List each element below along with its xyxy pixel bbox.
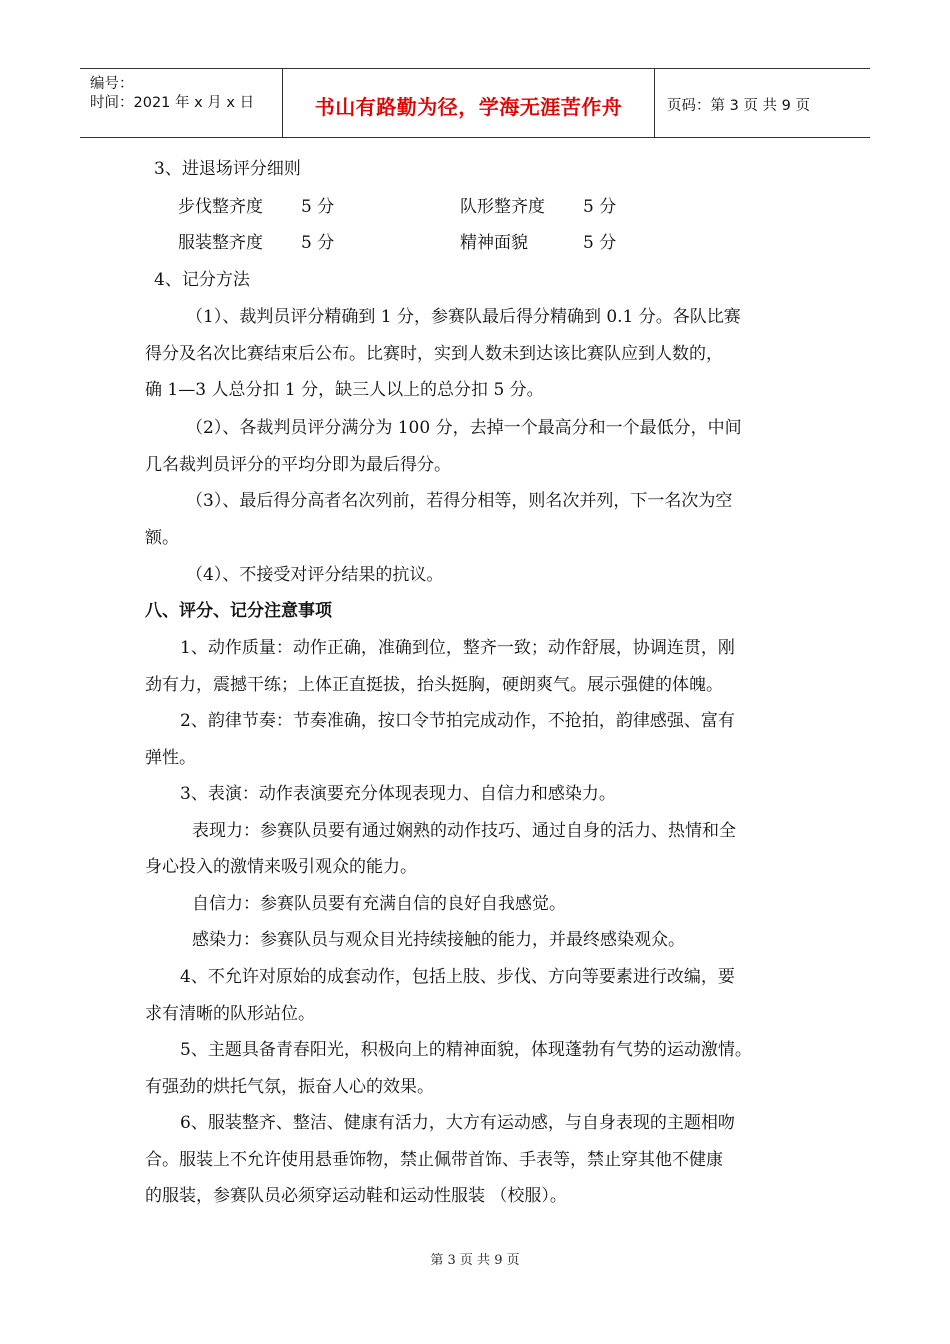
header-motto-cell	[282, 69, 655, 137]
score-item-label: 步伐整齐度	[178, 197, 263, 217]
paragraph-line: 1、动作质量：动作正确，准确到位，整齐一致；动作舒展，协调连贯，刚	[180, 638, 735, 658]
header-info-cell	[80, 69, 282, 137]
paragraph-line: （1）、裁判员评分精确到 1 分，参赛队最后得分精确到 0.1 分。各队比赛	[186, 307, 741, 327]
score-item-label: 服装整齐度	[178, 233, 263, 253]
paragraph-line: 弹性。	[145, 748, 196, 768]
score-item-label: 精神面貌	[460, 233, 528, 253]
score-item-value: 5 分	[301, 233, 335, 253]
paragraph-line: 6、服装整齐、整洁、健康有活力，大方有运动感，与自身表现的主题相吻	[180, 1113, 735, 1133]
score-item-value: 5 分	[301, 197, 335, 217]
heading-entry-exit-scoring: 3、进退场评分细则	[154, 159, 301, 179]
paragraph-line: 表现力：参赛队员要有通过娴熟的动作技巧、通过自身的活力、热情和全	[192, 821, 736, 841]
paragraph-line: 身心投入的激情来吸引观众的能力。	[145, 857, 417, 877]
paragraph-line: 几名裁判员评分的平均分即为最后得分。	[145, 455, 451, 475]
paragraph-line: 得分及名次比赛结束后公布。比赛时，实到人数未到达该比赛队应到人数的，	[145, 344, 723, 364]
page-footer: 第 3 页 共 9 页	[430, 1253, 520, 1268]
paragraph-line: 额。	[145, 528, 179, 548]
document-date-label: 时间：2021 年 x 月 x 日	[90, 95, 255, 111]
paragraph-line: 确 1—3 人总分扣 1 分，缺三人以上的总分扣 5 分。	[145, 380, 544, 400]
score-item-value: 5 分	[583, 233, 617, 253]
paragraph-line: （3）、最后得分高者名次列前，若得分相等，则名次并列，下一名次为空	[186, 491, 733, 511]
paragraph-line: 有强劲的烘托气氛，振奋人心的效果。	[145, 1077, 434, 1097]
paragraph-line: 5、主题具备青春阳光，积极向上的精神面貌，体现蓬勃有气势的运动激情。	[180, 1040, 752, 1060]
score-item-value: 5 分	[583, 197, 617, 217]
paragraph-line: 感染力：参赛队员与观众目光持续接触的能力，并最终感染观众。	[192, 930, 685, 950]
paragraph-line: 3、表演：动作表演要充分体现表现力、自信力和感染力。	[180, 784, 616, 804]
document-header	[80, 68, 870, 138]
heading-scoring-method: 4、记分方法	[154, 270, 250, 290]
paragraph-line: 4、不允许对原始的成套动作，包括上肢、步伐、方向等要素进行改编，要	[180, 967, 735, 987]
section-heading-8: 八、评分、记分注意事项	[145, 601, 332, 621]
paragraph-line: （4）、不接受对评分结果的抗议。	[186, 565, 444, 585]
paragraph-line: 2、韵律节奏：节奏准确，按口令节拍完成动作，不抢拍，韵律感强、富有	[180, 711, 735, 731]
paragraph-line: 求有清晰的队形站位。	[145, 1004, 315, 1024]
document-number-label: 编号：	[90, 76, 134, 92]
paragraph-line: 的服装，参赛队员必须穿运动鞋和运动性服装 （校服）。	[145, 1186, 567, 1206]
paragraph-line: 自信力：参赛队员要有充满自信的良好自我感觉。	[192, 894, 566, 914]
paragraph-line: 合。服装上不允许使用悬垂饰物，禁止佩带首饰、手表等，禁止穿其他不健康	[145, 1150, 723, 1170]
score-item-label: 队形整齐度	[460, 197, 545, 217]
paragraph-line: 劲有力，震撼干练；上体正直挺拔，抬头挺胸，硬朗爽气。展示强健的体魄。	[145, 675, 723, 695]
header-motto: 书山有路勤为径，学海无涯苦作舟	[314, 95, 623, 119]
header-page-cell	[655, 69, 870, 137]
paragraph-line: （2）、各裁判员评分满分为 100 分，去掉一个最高分和一个最低分，中间	[186, 418, 742, 438]
header-page-number: 页码：第 3 页 共 9 页	[667, 98, 810, 114]
